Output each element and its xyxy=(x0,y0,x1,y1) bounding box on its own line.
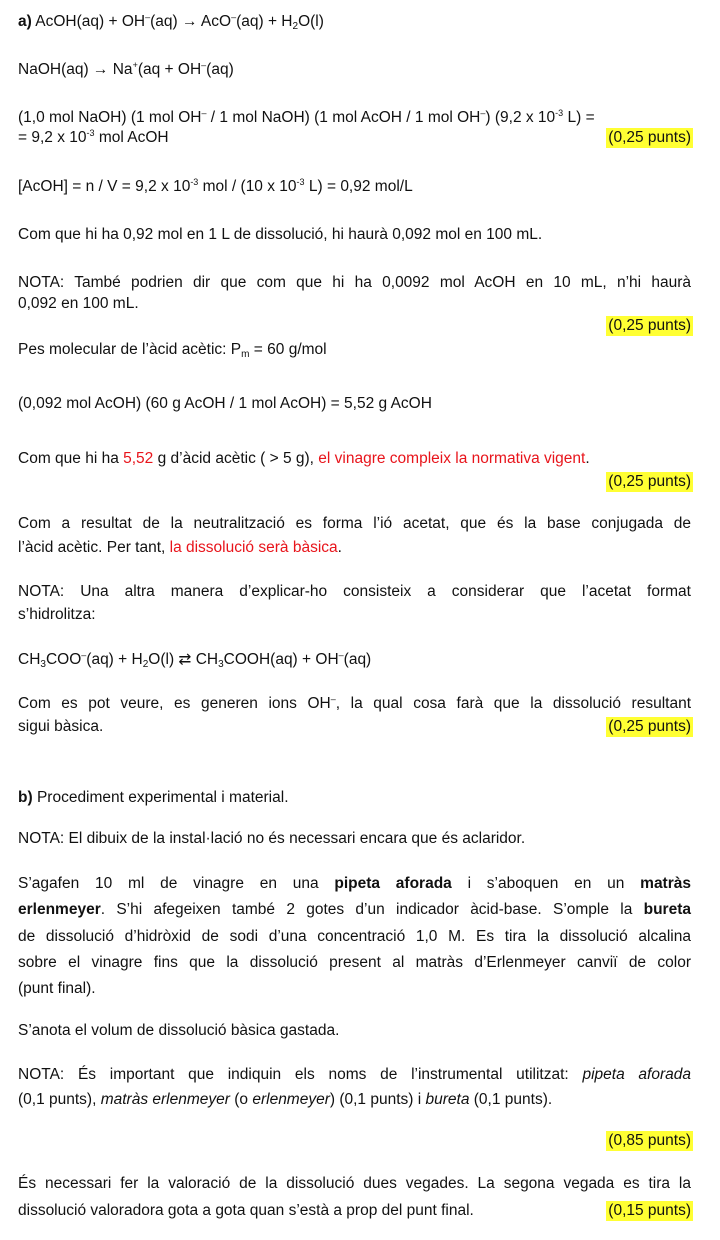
note-line: (0,1 punts), matràs erlenmeyer (o erlenmeyer) (0,1 punts) i bureta (0,1 punts). xyxy=(18,1091,553,1108)
hydrolysis-equation: $CH_3COO^-(aq) + H_2O(l)$ ⇄ $CH_3COOH(aq) + OH^-(aq)$ xyxy=(18,650,372,670)
equation-1: a) AcOH(aq) + $OH^-(aq) \to AcO^-(aq) + H_2O(l)$ xyxy=(18,12,324,32)
calculation-moles: (1,0 mol NaOH) (1 mol OH– / 1 mol NaOH) (1 mol AcOH / 1 mol OH–) (9,2 x $10^{-3}$ L) = xyxy=(18,108,595,126)
text-line: Com a resultat de la neutralització es forma l’ió acetat, que és la base conjugada de xyxy=(18,515,691,532)
part-a-label: a) xyxy=(18,13,32,30)
note-line: NOTA: Una altra manera d’explicar-ho consisteix a considerar que l’acetat format xyxy=(18,583,691,600)
text-line: Com que hi ha 0,92 mol en 1 L de dissolució, hi haurà 0,092 mol en 100 mL. xyxy=(18,226,543,243)
points-badge: (0,85 punts) xyxy=(608,1132,691,1149)
points-badge: (0,25 punts) xyxy=(608,473,691,490)
text-line: sigui bàsica. xyxy=(18,718,104,735)
points-badge: (0,25 punts) xyxy=(608,718,691,735)
procedure-line: erlenmeyer. S’hi afegeixen també 2 gotes d’un indicador àcid-base. S’omple la bureta xyxy=(18,901,691,918)
text-line: S’anota el volum de dissolució bàsica gastada. xyxy=(18,1022,340,1039)
equation-2: NaOH(aq) → Na+(aq + OH–(aq) xyxy=(18,60,234,78)
mass-calc: (0,092 mol AcOH) (60 g AcOH / 1 mol AcOH) = 5,52 g AcOH xyxy=(18,395,432,412)
procedure-line: (punt final). xyxy=(18,980,96,997)
procedure-line: sobre el vinagre fins que la dissolució present al matràs d’Erlenmeyer canviï de color xyxy=(18,954,691,971)
points-badge: (0,15 punts) xyxy=(608,1202,691,1219)
conclusion-vinegar: Com que hi ha 5,52 g d’àcid acètic ( > 5 g), el vinagre compleix la normativa vigent. xyxy=(18,450,590,467)
section-b-title: b) Procediment experimental i material. xyxy=(18,789,289,806)
text-line: l’àcid acètic. Per tant, la dissolució serà bàsica. xyxy=(18,539,342,556)
procedure-line: de dissolució d’hidròxid de sodi d’una concentració 1,0 M. Es tira la dissolució alcalina xyxy=(18,928,691,945)
note-line: s’hidrolitza: xyxy=(18,606,96,623)
note-line: 0,092 en 100 mL. xyxy=(18,295,139,312)
procedure-line: S’agafen 10 ml de vinagre en una pipeta aforada i s’aboquen en un matràs xyxy=(18,875,691,892)
note-line: NOTA: També podrien dir que com que hi ha 0,0092 mol AcOH en 10 mL, n’hi haurà xyxy=(18,274,691,291)
calculation-moles-result: = 9,2 x $10^{-3}$ mol AcOH xyxy=(18,128,169,146)
text-line: Com es pot veure, es generen ions OH–, la qual cosa farà que la dissolució resultant xyxy=(18,694,691,712)
points-badge: (0,25 punts) xyxy=(608,129,691,146)
note-line: NOTA: El dibuix de la instal·lació no és necessari encara que és aclaridor. xyxy=(18,830,526,847)
text-line: És necessari fer la valoració de la dissolució dues vegades. La segona vegada es tira la xyxy=(18,1175,691,1192)
concentration-calc: [AcOH] = n / V = 9,2 x $10^{-3}$ mol / (10 x $10^{-3}$ L) = 0,92 mol/L xyxy=(18,177,413,195)
points-badge: (0,25 punts) xyxy=(608,317,691,334)
note-line: NOTA: És important que indiquin els noms de l’instrumental utilitzat: pipeta aforada xyxy=(18,1066,691,1083)
text-line: dissolució valoradora gota a gota quan s’està a prop del punt final. xyxy=(18,1202,474,1219)
part-b-label: b) xyxy=(18,789,33,806)
molecular-weight: Pes molecular de l’àcid acètic: $P_m = 60$ g/mol xyxy=(18,341,327,360)
